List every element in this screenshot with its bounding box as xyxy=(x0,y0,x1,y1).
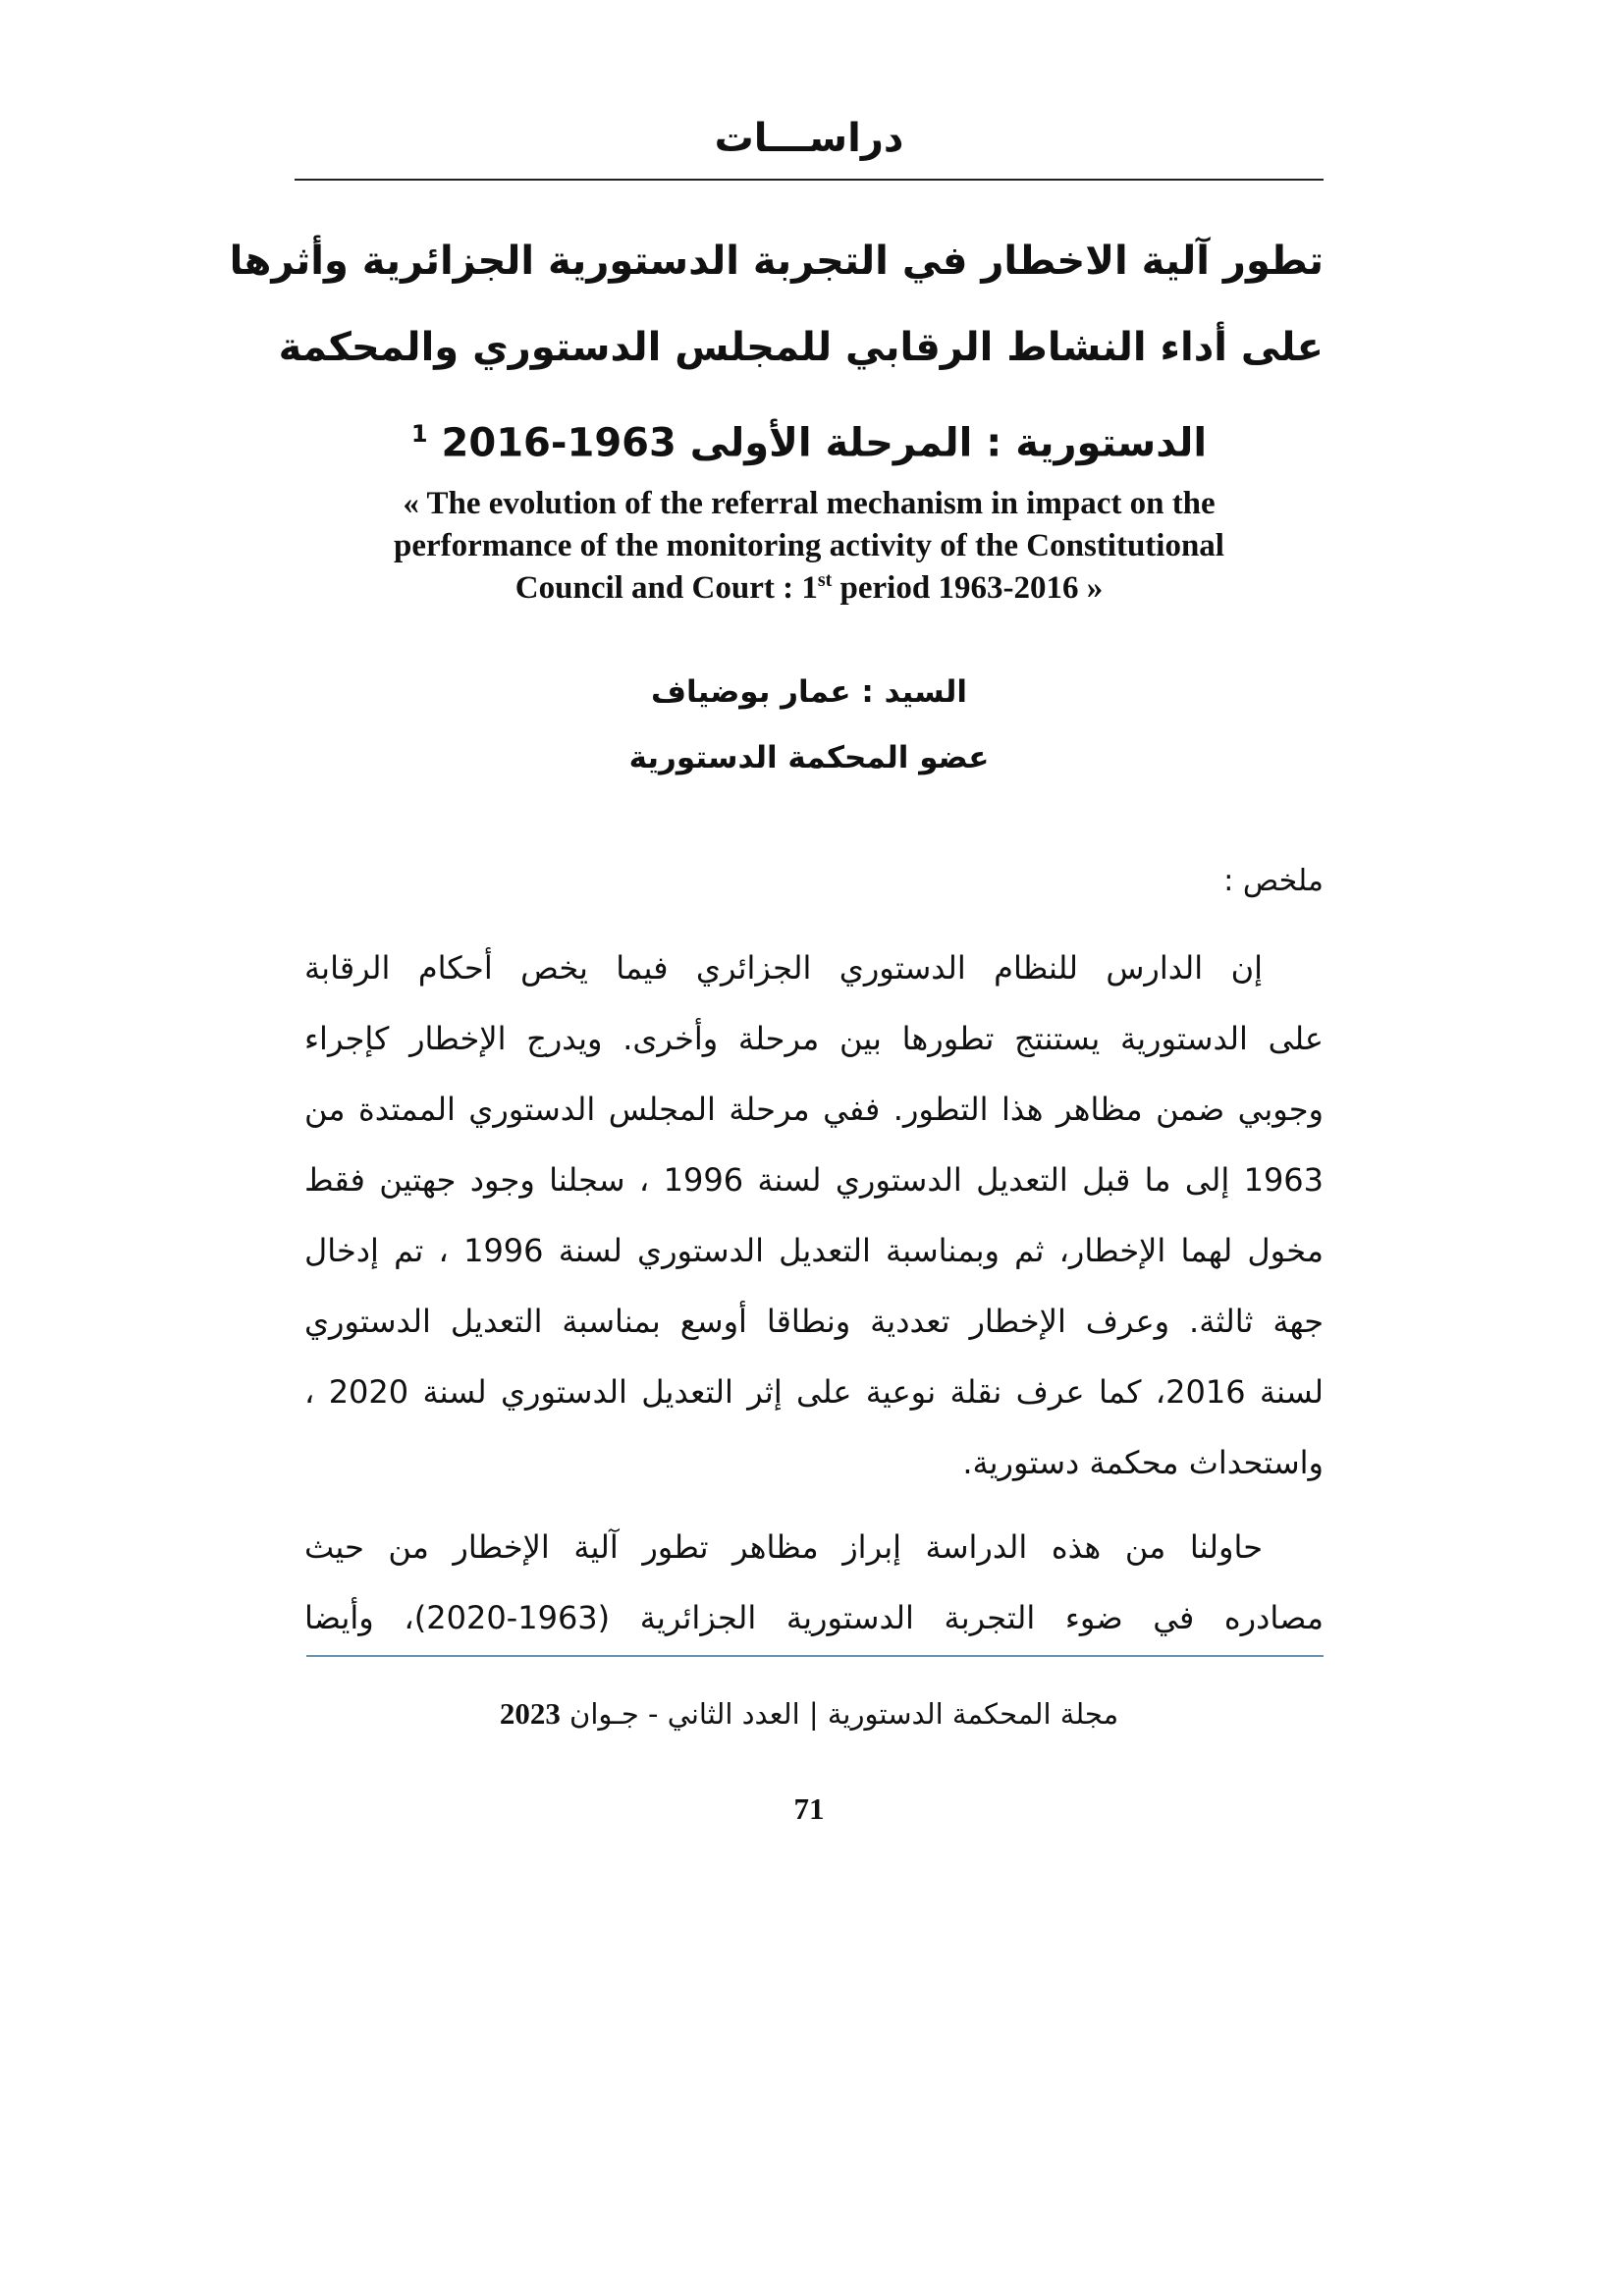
english-title xyxy=(295,483,1324,610)
abstract-heading: ملخص : xyxy=(1223,864,1324,898)
english-title-line-3-pre: Council and Court : 1 xyxy=(514,570,818,606)
paragraph-line: مصادره في ضوء التجربة الدستورية الجزائرية (1963-2020)، وأيضا xyxy=(304,1599,1324,1636)
arabic-title-line-2: على أداء النشاط الرقابي للمجلس الدستوري والمحكمة xyxy=(278,325,1324,370)
paragraph-line: واستحداث محكمة دستورية. xyxy=(962,1444,1324,1481)
author-block xyxy=(295,660,1324,791)
abstract-body xyxy=(304,933,1324,1653)
english-title-line-1: « The evolution of the referral mechanism in impact on the xyxy=(403,486,1216,521)
section-label: دراســـات xyxy=(714,116,904,161)
author-name: السيد : عمار بوضياف xyxy=(651,674,967,710)
arabic-title-line-1: تطور آلية الاخطار في التجربة الدستورية الجزائرية وأثرها xyxy=(229,239,1324,284)
journal-year: 2023 xyxy=(499,1696,561,1731)
abstract-paragraph-2 xyxy=(304,1512,1324,1653)
header-divider xyxy=(295,179,1324,181)
journal-issue: مجلة المحكمة الدستورية | العدد الثاني - جـوان xyxy=(569,1697,1119,1731)
abstract-paragraph-1 xyxy=(304,933,1324,1498)
arabic-title xyxy=(229,218,1324,477)
english-title-line-3-post: period 1963-2016 » xyxy=(832,570,1104,606)
page-number: 71 xyxy=(793,1791,825,1826)
arabic-title-line-3-text: الدستورية : المرحلة الأولى 1963-2016 xyxy=(441,420,1208,466)
ordinal-suffix: st xyxy=(817,569,833,591)
paragraph-line: على الدستورية يستنتج تطورها بين مرحلة وأخرى. ويدرج الإخطار كإجراء xyxy=(304,1020,1324,1057)
paragraph-line: وجوبي ضمن مظاهر هذا التطور. ففي مرحلة المجلس الدستوري الممتدة من xyxy=(304,1091,1324,1128)
paragraph-line: 1963 إلى ما قبل التعديل الدستوري لسنة 1996 ، سجلنا وجود جهتين فقط xyxy=(304,1161,1324,1199)
english-title-line-2: performance of the monitoring activity of the Constitutional xyxy=(394,528,1224,563)
arabic-title-line-3 xyxy=(295,391,1324,477)
paragraph-line: جهة ثالثة. وعرف الإخطار تعددية ونطاقا أوسع بمناسبة التعديل الدستوري xyxy=(304,1303,1324,1340)
footer-divider xyxy=(306,1655,1324,1657)
paragraph-line: إن الدارس للنظام الدستوري الجزائري فيما يخص أحكام الرقابة xyxy=(304,949,1263,987)
journal-footer xyxy=(295,1696,1324,1732)
paragraph-line: لسنة 2016، كما عرف نقلة نوعية على إثر التعديل الدستوري لسنة 2020 ، xyxy=(304,1373,1324,1411)
author-role: عضو المحكمة الدستورية xyxy=(628,740,990,775)
paragraph-line: حاولنا من هذه الدراسة إبراز مظاهر تطور آلية الإخطار من حيث xyxy=(304,1528,1263,1566)
paragraph-line: مخول لهما الإخطار، ثم وبمناسبة التعديل الدستوري لسنة 1996 ، تم إدخال xyxy=(304,1232,1324,1269)
paragraph-spacer xyxy=(304,1498,1324,1512)
english-title-line-3 xyxy=(295,567,1324,610)
footnote-marker[interactable]: 1 xyxy=(410,420,428,448)
